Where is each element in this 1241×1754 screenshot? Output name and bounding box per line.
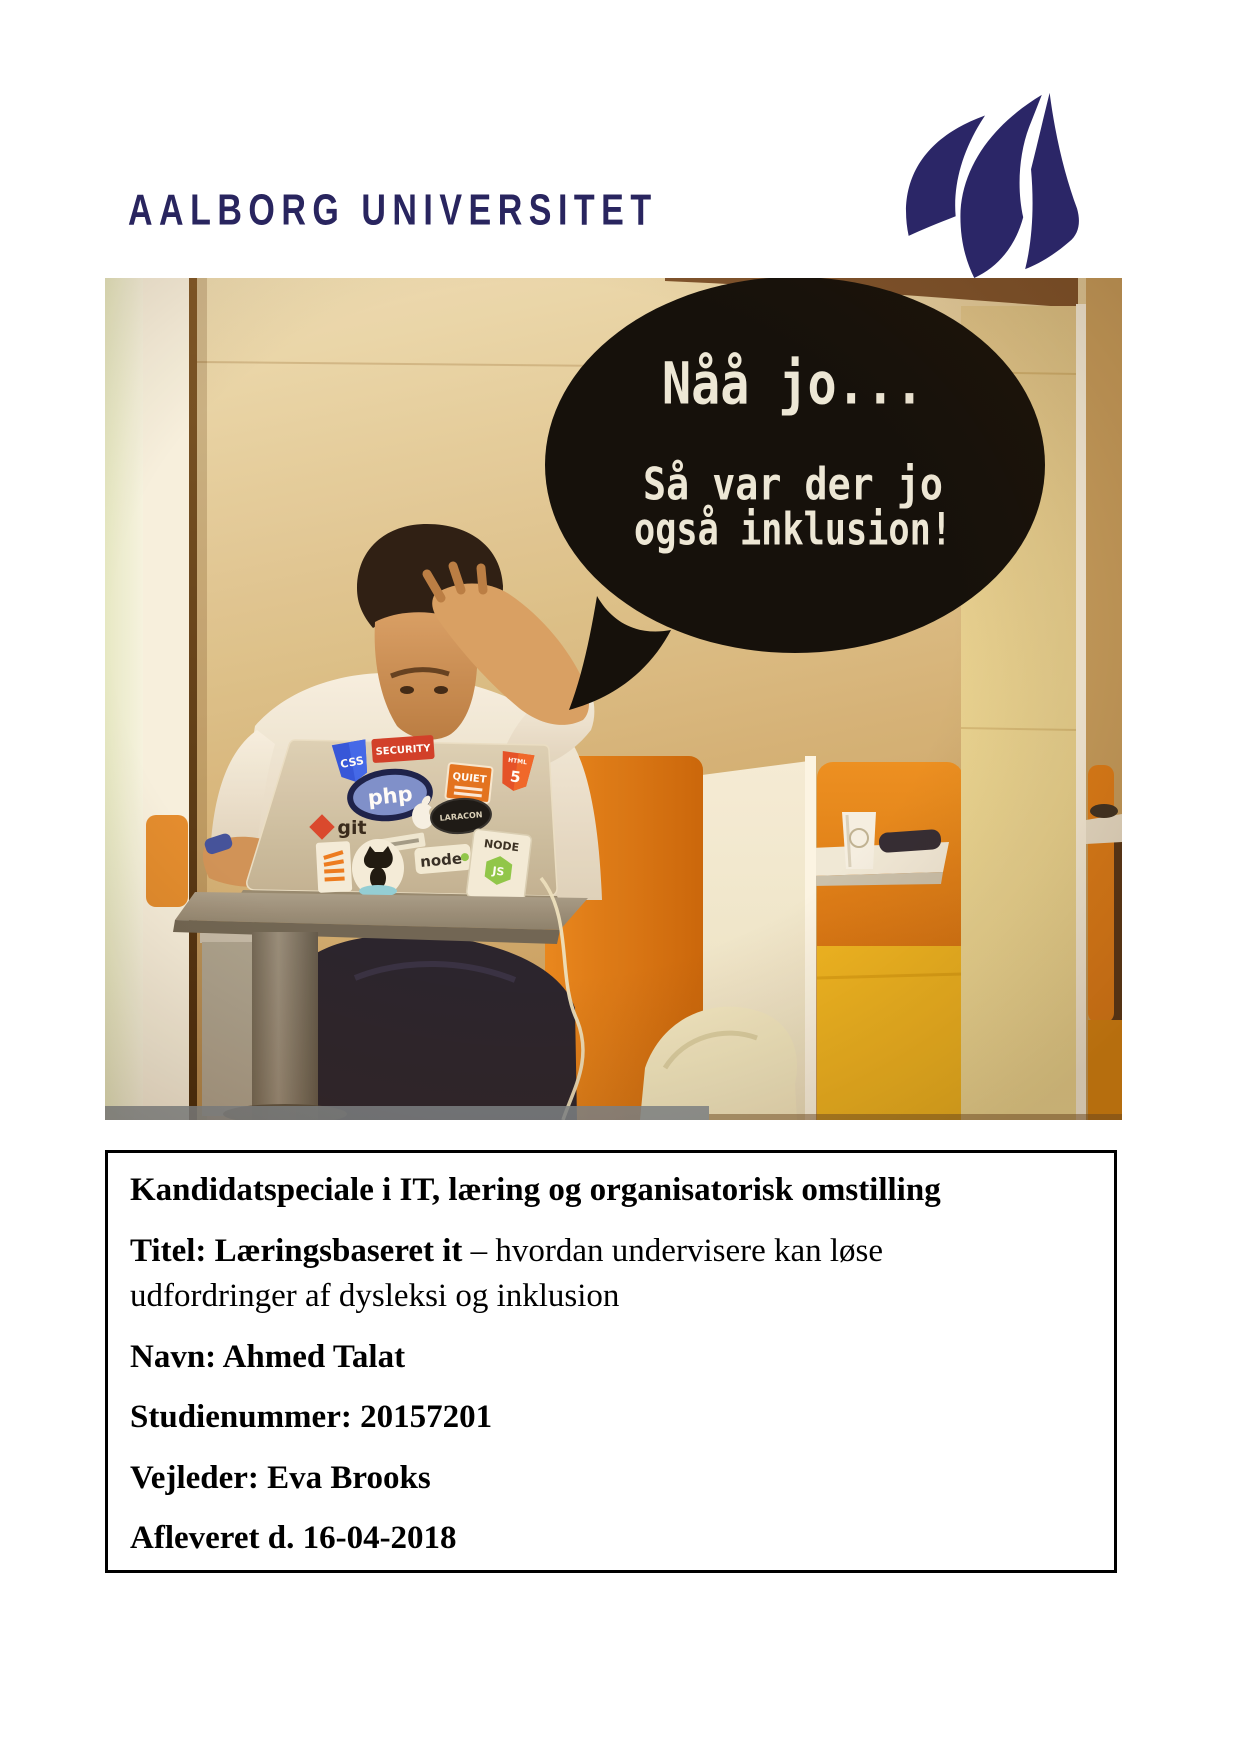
student-number-line: Studienummer: 20157201: [130, 1399, 493, 1436]
photo-warm-tint: [105, 278, 1122, 1120]
supervisor-line: Vejleder: Eva Brooks: [130, 1459, 431, 1496]
program-line: Kandidatspeciale i IT, læring og organisatorisk omstilling: [130, 1172, 941, 1208]
title-line: [130, 1229, 1050, 1320]
submitted-line: Afleveret d. 16-04-2018: [130, 1520, 457, 1557]
title-subtitle: – hvordan undervisere kan løse udfordringer af dysleksi og inklusion: [130, 1232, 884, 1315]
thesis-info-box: [105, 1150, 1117, 1573]
university-wordmark: AALBORG UNIVERSITET: [128, 186, 658, 235]
cover-photo: [105, 278, 1122, 1120]
cover-photo-scene: [105, 278, 1122, 1120]
aau-logo-icon: [893, 85, 1079, 281]
title-label: Titel: Læringsbaseret it: [130, 1232, 463, 1269]
name-line: Navn: Ahmed Talat: [130, 1338, 406, 1375]
